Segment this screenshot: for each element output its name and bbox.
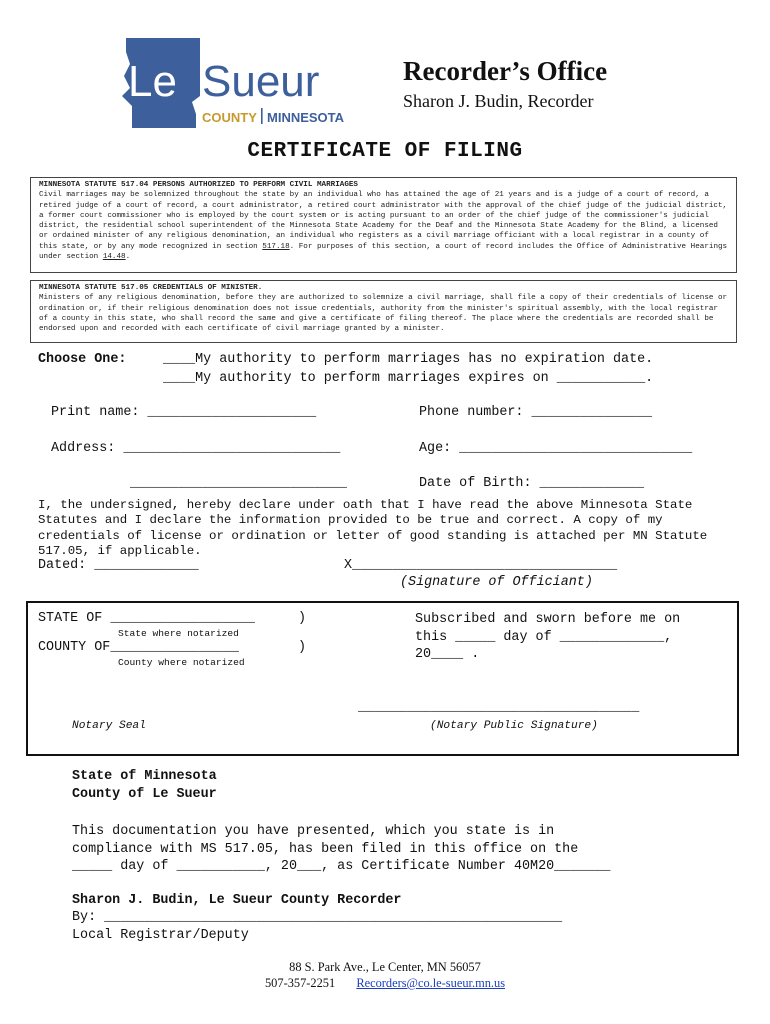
recorder-filing-statement: This documentation you have presented, which you state is in compliance with MS 517.05, has been filed in this office on the _____ day of ___________, 20___, as Certificate Number 40M20_______ (72, 824, 611, 875)
document-title: CERTIFICATE OF FILING (247, 140, 523, 163)
age-field[interactable]: Age: _____________________________ (419, 441, 693, 456)
statute-heading: MINNESOTA STATUTE 517.04 PERSONS AUTHORIZED TO PERFORM CIVIL MARRIAGES (39, 181, 358, 189)
statute-link-14-48[interactable]: 14.48 (102, 253, 126, 262)
state-of-field[interactable]: STATE OF __________________ (38, 611, 255, 626)
county-paren: ) (298, 640, 307, 655)
address-line-2-field[interactable]: ___________________________ (130, 476, 347, 491)
officiant-signature-field[interactable]: X_________________________________ (344, 558, 618, 573)
recorder-name: Sharon J. Budin, Recorder (403, 91, 594, 111)
logo-le: Le (128, 57, 177, 106)
le-sueur-county-logo (112, 36, 362, 132)
notary-signature-field[interactable]: ___________________________________ (358, 700, 640, 715)
option-no-expiration[interactable]: ____My authority to perform marriages has no expiration date. (163, 352, 654, 367)
phone-number-field[interactable]: Phone number: _______________ (419, 405, 653, 420)
recorder-signature-name: Sharon J. Budin, Le Sueur County Recorder (72, 893, 402, 908)
notary-seal-label: Notary Seal (72, 720, 146, 732)
statute-heading: MINNESOTA STATUTE 517.05 CREDENTIALS OF MINISTER. (39, 284, 263, 292)
footer-address: 88 S. Park Ave., Le Center, MN 56057 (289, 960, 481, 974)
logo-sueur: Sueur (202, 57, 320, 106)
state-hint: State where notarized (118, 628, 239, 639)
statute-body: Civil marriages may be solemnized throughout the state by an individual who has attained the age of 21 years and is a judge of a court of record, a retired judge of a court of record, a court administrator, a retired court administrator with the approval of the chief judge of the judicial district, a former court commissioner who is employed by the court system or is acting pursuant to an order of the chief judge of the commissioner's judicial district, the residential school superintendent of the Minnesota State Academy for the Deaf and the Minnesota State Academy for the Blind, a licensed or ordained minister of any religious denomination, an individual who registers as a civil marriage officiant with a local registrar in a county of this state, or by any mode recognized in section (39, 191, 728, 251)
date-of-birth-field[interactable]: Date of Birth: _____________ (419, 476, 644, 491)
choose-one-label: Choose One: (38, 352, 127, 367)
statute-517-04-box (30, 177, 737, 273)
state-paren: ) (298, 611, 307, 626)
subscribed-sworn-statement[interactable]: Subscribed and sworn before me on this _____ day of _____________, 20____ . (415, 612, 681, 663)
recorder-county-heading: County of Le Sueur (72, 787, 217, 802)
local-registrar-label: Local Registrar/Deputy (72, 928, 249, 943)
recorder-by-field[interactable]: By: _________________________________________________________ (72, 910, 563, 925)
oath-statement: I, the undersigned, hereby declare under oath that I have read the above Minnesota State Statutes and I declare the information provided to be true and correct. A copy of my credentials of license or ordination or letter of good standing is attached per MN Statute 517.05, if applicable. (38, 498, 708, 559)
logo-minnesota: MINNESOTA (267, 110, 345, 125)
option-expires-on[interactable]: ____My authority to perform marriages expires on ___________. (163, 371, 654, 386)
county-of-field[interactable]: COUNTY OF________________ (38, 640, 239, 655)
statute-body: Ministers of any religious denomination, before they are authorized to solemnize a civil marriage, shall file a copy of their credentials of license or ordination or, if their religious denomination does not issue credentials, authority from the minister's spiritual assembly, with the local registrar of a county in this state, who shall record the same and give a certificate of filing thereof. The place where the credentials are recorded shall be endorsed upon and recorded with each certificate of civil marriage granted by a minister. (39, 294, 728, 334)
dated-field[interactable]: Dated: _____________ (38, 558, 199, 573)
statute-link-517-18[interactable]: 517.18 (262, 242, 290, 251)
statute-517-05-box (30, 280, 737, 343)
county-hint: County where notarized (118, 657, 245, 668)
footer-phone: 507-357-2251 (264, 976, 336, 990)
office-title: Recorder’s Office (403, 56, 608, 86)
officiant-signature-label: (Signature of Officiant) (400, 575, 593, 590)
footer-email-link[interactable]: Recorders@co.le-sueur.mn.us (356, 976, 506, 990)
logo-county: COUNTY (202, 110, 257, 125)
print-name-field[interactable]: Print name: _____________________ (51, 405, 317, 420)
address-field[interactable]: Address: ___________________________ (51, 441, 341, 456)
recorder-state-heading: State of Minnesota (72, 769, 217, 784)
statute-body-middle: . For purposes of this section, a court of record includes the Office of Administrative Hearings under section (39, 242, 728, 262)
notary-signature-label: (Notary Public Signature) (430, 720, 598, 732)
footer-contact (0, 976, 770, 991)
statute-body-end: . (125, 253, 131, 262)
